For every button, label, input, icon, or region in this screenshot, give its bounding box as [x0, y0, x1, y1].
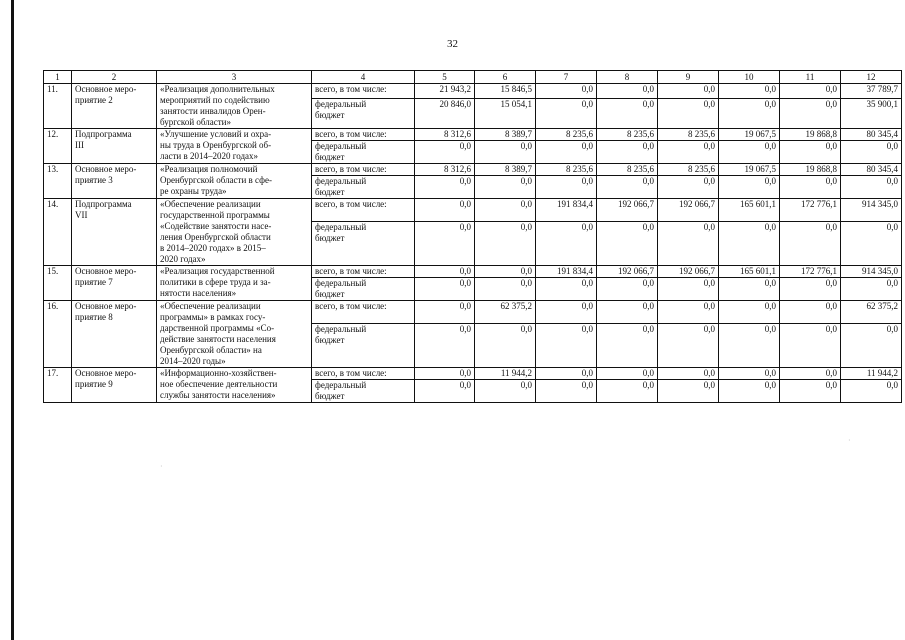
value-cell: 8 235,6 — [597, 129, 658, 141]
value-cell: 8 389,7 — [475, 129, 536, 141]
value-cell: 0,0 — [597, 176, 658, 199]
column-number-cell: 4 — [312, 71, 415, 84]
value-cell: 0,0 — [658, 99, 719, 129]
funding-source-cell: всего, в том числе: — [312, 84, 415, 99]
funding-source-cell: всего, в том числе: — [312, 266, 415, 278]
funding-source-cell: всего, в том числе: — [312, 199, 415, 222]
column-number-cell: 11 — [780, 71, 841, 84]
column-number-cell: 12 — [841, 71, 902, 84]
value-cell: 0,0 — [597, 278, 658, 301]
value-cell: 0,0 — [841, 380, 902, 403]
binding-edge-rule — [11, 0, 14, 640]
table-body — [44, 71, 902, 403]
value-cell: 0,0 — [597, 368, 658, 380]
value-cell: 0,0 — [536, 380, 597, 403]
funding-source-cell: федеральный бюджет — [312, 380, 415, 403]
value-cell: 0,0 — [841, 323, 902, 367]
funding-source-cell: федеральный бюджет — [312, 176, 415, 199]
value-cell: 0,0 — [597, 84, 658, 99]
value-cell: 192 066,7 — [658, 199, 719, 222]
value-cell: 8 235,6 — [597, 164, 658, 176]
column-number-cell: 1 — [44, 71, 72, 84]
value-cell: 0,0 — [719, 368, 780, 380]
value-cell: 19 067,5 — [719, 129, 780, 141]
value-cell: 914 345,0 — [841, 199, 902, 222]
row-type-cell: Подпрограмма VII — [72, 199, 157, 266]
funding-source-cell: всего, в том числе: — [312, 164, 415, 176]
row-name-cell: «Информационно-хозяйствен- ное обеспечение деятельности службы занятости населения» — [157, 368, 312, 403]
value-cell: 0,0 — [719, 278, 780, 301]
value-cell: 0,0 — [415, 278, 475, 301]
row-name-cell: «Реализация государственной политики в сфере труда и за- нятости населения» — [157, 266, 312, 301]
value-cell: 192 066,7 — [597, 266, 658, 278]
funding-source-cell: федеральный бюджет — [312, 278, 415, 301]
budget-table — [43, 70, 902, 403]
value-cell: 0,0 — [536, 176, 597, 199]
value-cell: 21 943,2 — [415, 84, 475, 99]
value-cell: 11 944,2 — [475, 368, 536, 380]
funding-source-cell: федеральный бюджет — [312, 99, 415, 129]
value-cell: 0,0 — [719, 380, 780, 403]
table-row — [44, 84, 902, 99]
value-cell: 914 345,0 — [841, 266, 902, 278]
value-cell: 0,0 — [597, 323, 658, 367]
value-cell: 0,0 — [475, 323, 536, 367]
row-number-cell: 14. — [44, 199, 72, 266]
value-cell: 0,0 — [780, 368, 841, 380]
table-row — [44, 266, 902, 278]
value-cell: 0,0 — [658, 141, 719, 164]
value-cell: 172 776,1 — [780, 199, 841, 222]
value-cell: 0,0 — [658, 221, 719, 265]
row-name-cell: «Обеспечение реализации государственной программы «Содействие занятости насе- ления Оренбургской области в 2014–2020 годах» в 2015– 2020 годах» — [157, 199, 312, 266]
scan-speck: · — [848, 436, 851, 445]
value-cell: 0,0 — [536, 221, 597, 265]
value-cell: 0,0 — [536, 84, 597, 99]
value-cell: 0,0 — [597, 221, 658, 265]
value-cell: 35 900,1 — [841, 99, 902, 129]
value-cell: 0,0 — [719, 99, 780, 129]
funding-source-cell: федеральный бюджет — [312, 221, 415, 265]
column-number-cell: 8 — [597, 71, 658, 84]
value-cell: 0,0 — [475, 141, 536, 164]
value-cell: 8 389,7 — [475, 164, 536, 176]
value-cell: 0,0 — [415, 199, 475, 222]
value-cell: 62 375,2 — [841, 301, 902, 324]
table-row — [44, 129, 902, 141]
value-cell: 191 834,4 — [536, 266, 597, 278]
value-cell: 0,0 — [658, 301, 719, 324]
table-row — [44, 164, 902, 176]
value-cell: 0,0 — [841, 278, 902, 301]
value-cell: 0,0 — [780, 278, 841, 301]
value-cell: 0,0 — [536, 99, 597, 129]
row-name-cell: «Реализация полномочий Оренбургской области в сфе- ре охраны труда» — [157, 164, 312, 199]
value-cell: 8 235,6 — [658, 164, 719, 176]
value-cell: 80 345,4 — [841, 164, 902, 176]
value-cell: 0,0 — [780, 141, 841, 164]
value-cell: 0,0 — [475, 278, 536, 301]
column-number-cell: 5 — [415, 71, 475, 84]
row-number-cell: 17. — [44, 368, 72, 403]
value-cell: 8 235,6 — [658, 129, 719, 141]
row-type-cell: Основное меро- приятие 7 — [72, 266, 157, 301]
value-cell: 0,0 — [597, 380, 658, 403]
value-cell: 20 846,0 — [415, 99, 475, 129]
row-type-cell: Основное меро- приятие 8 — [72, 301, 157, 368]
column-number-cell: 10 — [719, 71, 780, 84]
value-cell: 19 868,8 — [780, 164, 841, 176]
value-cell: 0,0 — [658, 176, 719, 199]
value-cell: 0,0 — [475, 221, 536, 265]
value-cell: 0,0 — [536, 323, 597, 367]
value-cell: 0,0 — [780, 176, 841, 199]
row-name-cell: «Реализация дополнительных мероприятий по содействию занятости инвалидов Орен- бургской области» — [157, 84, 312, 129]
value-cell: 165 601,1 — [719, 199, 780, 222]
value-cell: 0,0 — [780, 99, 841, 129]
value-cell: 0,0 — [780, 221, 841, 265]
value-cell: 0,0 — [415, 141, 475, 164]
value-cell: 192 066,7 — [597, 199, 658, 222]
scan-speck: · — [160, 462, 163, 471]
table-row — [44, 199, 902, 222]
value-cell: 0,0 — [841, 221, 902, 265]
row-number-cell: 15. — [44, 266, 72, 301]
value-cell: 191 834,4 — [536, 199, 597, 222]
value-cell: 11 944,2 — [841, 368, 902, 380]
value-cell: 0,0 — [719, 301, 780, 324]
table-row — [44, 301, 902, 324]
value-cell: 0,0 — [780, 84, 841, 99]
value-cell: 0,0 — [475, 199, 536, 222]
value-cell: 0,0 — [658, 84, 719, 99]
value-cell: 0,0 — [415, 301, 475, 324]
row-type-cell: Основное меро- приятие 9 — [72, 368, 157, 403]
value-cell: 0,0 — [658, 278, 719, 301]
value-cell: 0,0 — [536, 368, 597, 380]
value-cell: 0,0 — [415, 368, 475, 380]
funding-source-cell: федеральный бюджет — [312, 323, 415, 367]
value-cell: 0,0 — [597, 141, 658, 164]
value-cell: 19 067,5 — [719, 164, 780, 176]
column-number-cell: 6 — [475, 71, 536, 84]
value-cell: 0,0 — [719, 176, 780, 199]
row-type-cell: Подпрограмма III — [72, 129, 157, 164]
value-cell: 62 375,2 — [475, 301, 536, 324]
row-type-cell: Основное меро- приятие 2 — [72, 84, 157, 129]
value-cell: 15 054,1 — [475, 99, 536, 129]
value-cell: 8 235,6 — [536, 164, 597, 176]
column-number-cell: 7 — [536, 71, 597, 84]
value-cell: 0,0 — [475, 266, 536, 278]
value-cell: 0,0 — [415, 323, 475, 367]
value-cell: 0,0 — [415, 176, 475, 199]
funding-source-cell: всего, в том числе: — [312, 368, 415, 380]
row-number-cell: 12. — [44, 129, 72, 164]
value-cell: 172 776,1 — [780, 266, 841, 278]
row-number-cell: 16. — [44, 301, 72, 368]
value-cell: 0,0 — [780, 301, 841, 324]
table-row — [44, 368, 902, 380]
value-cell: 0,0 — [415, 266, 475, 278]
value-cell: 0,0 — [536, 278, 597, 301]
value-cell: 8 312,6 — [415, 164, 475, 176]
value-cell: 0,0 — [475, 380, 536, 403]
value-cell: 80 345,4 — [841, 129, 902, 141]
value-cell: 8 312,6 — [415, 129, 475, 141]
value-cell: 0,0 — [841, 141, 902, 164]
value-cell: 192 066,7 — [658, 266, 719, 278]
funding-source-cell: федеральный бюджет — [312, 141, 415, 164]
row-type-cell: Основное меро- приятие 3 — [72, 164, 157, 199]
value-cell: 0,0 — [658, 323, 719, 367]
value-cell: 8 235,6 — [536, 129, 597, 141]
row-name-cell: «Улучшение условий и охра- ны труда в Оренбургской об- ласти в 2014–2020 годах» — [157, 129, 312, 164]
value-cell: 0,0 — [658, 380, 719, 403]
value-cell: 0,0 — [597, 301, 658, 324]
value-cell: 0,0 — [597, 99, 658, 129]
row-number-cell: 13. — [44, 164, 72, 199]
value-cell: 0,0 — [719, 84, 780, 99]
column-number-cell: 3 — [157, 71, 312, 84]
value-cell: 0,0 — [719, 141, 780, 164]
funding-source-cell: всего, в том числе: — [312, 301, 415, 324]
value-cell: 0,0 — [780, 380, 841, 403]
value-cell: 0,0 — [719, 221, 780, 265]
value-cell: 15 846,5 — [475, 84, 536, 99]
value-cell: 37 789,7 — [841, 84, 902, 99]
row-number-cell: 11. — [44, 84, 72, 129]
column-number-header — [44, 71, 902, 84]
value-cell: 19 868,8 — [780, 129, 841, 141]
value-cell: 165 601,1 — [719, 266, 780, 278]
value-cell: 0,0 — [415, 221, 475, 265]
column-number-cell: 9 — [658, 71, 719, 84]
row-name-cell: «Обеспечение реализации программы» в рамках госу- дарственной программы «Со- действие занятости населения Оренбургской области» на 2014–2020 годы» — [157, 301, 312, 368]
value-cell: 0,0 — [415, 380, 475, 403]
column-number-cell: 2 — [72, 71, 157, 84]
value-cell: 0,0 — [475, 176, 536, 199]
value-cell: 0,0 — [841, 176, 902, 199]
funding-source-cell: всего, в том числе: — [312, 129, 415, 141]
value-cell: 0,0 — [780, 323, 841, 367]
value-cell: 0,0 — [536, 301, 597, 324]
value-cell: 0,0 — [719, 323, 780, 367]
value-cell: 0,0 — [658, 368, 719, 380]
value-cell: 0,0 — [536, 141, 597, 164]
page-number: 32 — [447, 38, 458, 50]
